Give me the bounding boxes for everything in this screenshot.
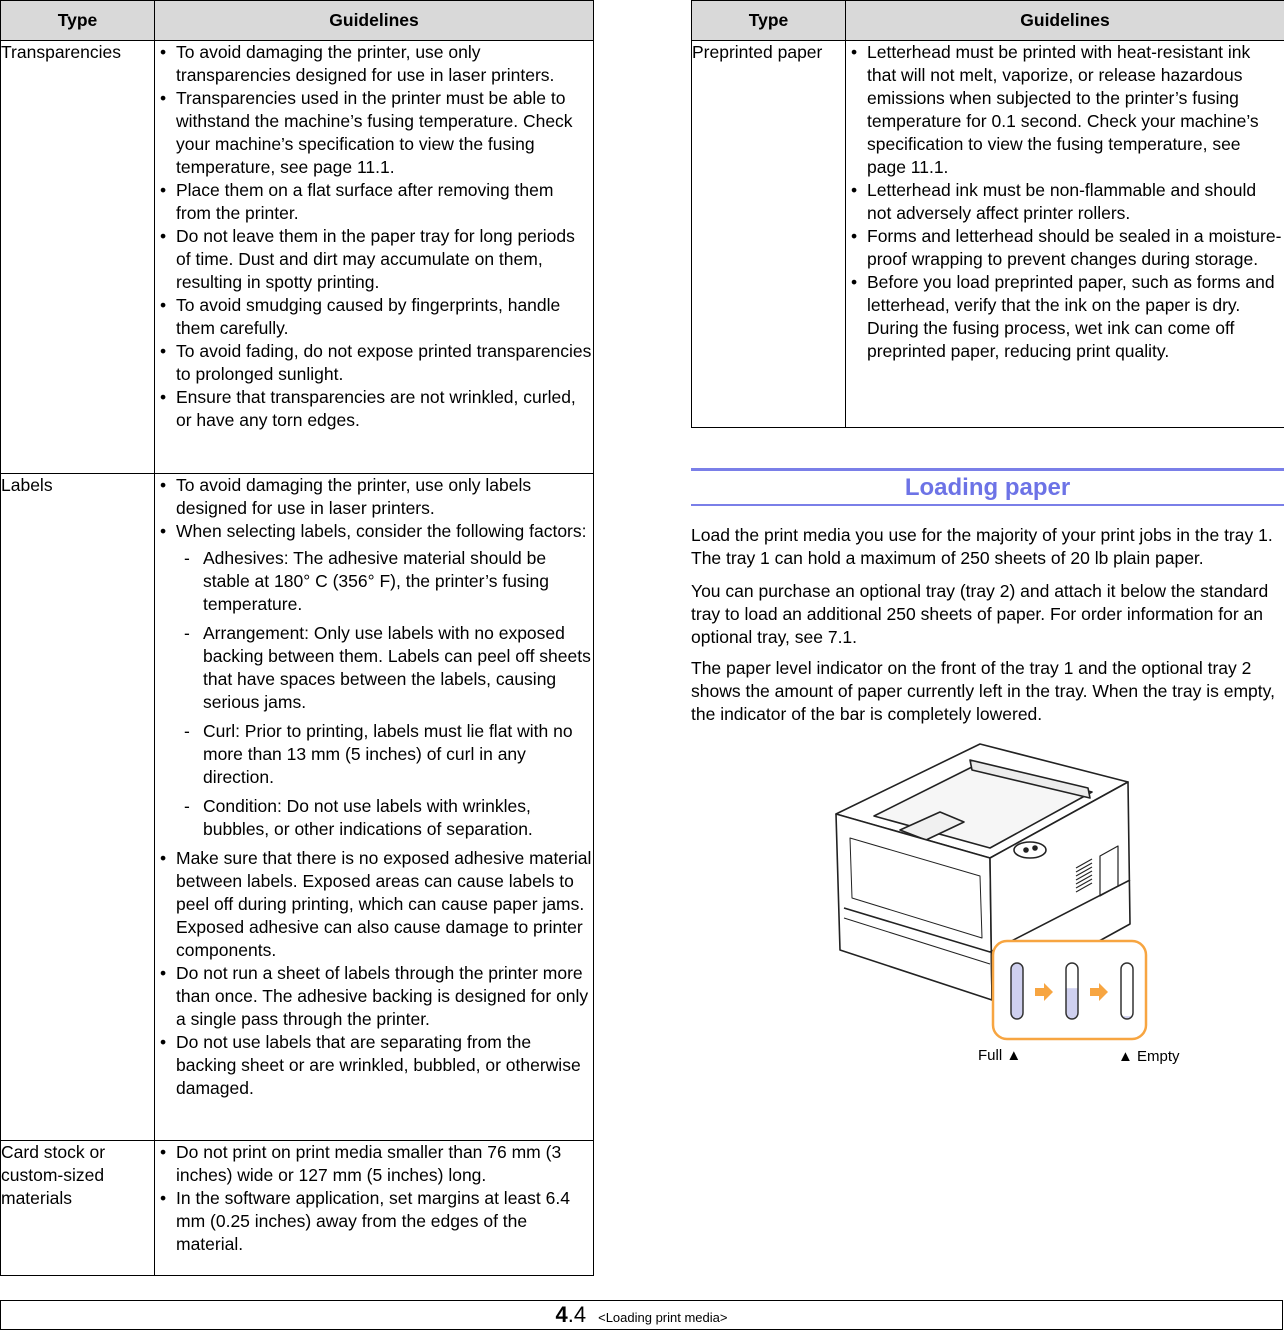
page-number: .4	[568, 1302, 586, 1327]
list-item: • Before you load preprinted paper, such as forms and letterhead, verify that the ink on the paper is dry. During the fusing process, wet ink can come off preprinted paper, reducing print quality.	[846, 271, 1284, 363]
gauge-fill	[1066, 988, 1078, 1019]
list-item: • To avoid fading, do not expose printed transparencies to prolonged sunlight.	[155, 340, 593, 386]
list-item: • Do not print on print media smaller than 76 mm (3 inches) wide or 127 mm (5 inches) long.	[155, 1141, 593, 1187]
column-header-type: Type	[692, 1, 846, 41]
paragraph: The paper level indicator on the front of the tray 1 and the optional tray 2 shows the amount of paper currently left in the tray. When the tray is empty, the indicator of the bar is completely lowered.	[691, 657, 1284, 726]
paragraph: Load the print media you use for the majority of your print jobs in the tray 1. The tray 1 can hold a maximum of 250 sheets of 20 lb plain paper.	[691, 524, 1284, 570]
footer-caption: <Loading print media>	[598, 1310, 727, 1325]
list-item: • Ensure that transparencies are not wrinkled, curled, or have any torn edges.	[155, 386, 593, 432]
list-item: • Do not use labels that are separating from the backing sheet or are wrinkled, bubbled, or otherwise damaged.	[155, 1031, 593, 1100]
list-item	[155, 520, 593, 841]
paragraph: You can purchase an optional tray (tray 2) and attach it below the standard tray to load an additional 250 sheets of paper. For order information for an optional tray, see 7.1.	[691, 580, 1284, 649]
list-item: • Transparencies used in the printer must be able to withstand the machine’s fusing temperature. Check your machine’s specification to view the fusing temperature, see page 11.1.	[155, 87, 593, 179]
sub-list-item: - Curl: Prior to printing, labels must lie flat with no more than 13 mm (5 inches) of curl in any direction.	[176, 720, 593, 789]
guidelines-cell	[155, 474, 594, 1141]
full-label: Full ▲	[978, 1047, 1021, 1064]
list-item: • Place them on a flat surface after removing them from the printer.	[155, 179, 593, 225]
table-row	[1, 474, 594, 1141]
right-guidelines-table	[691, 0, 1284, 428]
column-header-guidelines: Guidelines	[846, 1, 1284, 41]
chapter-number: 4	[556, 1302, 568, 1327]
table-row	[692, 41, 1284, 428]
section-title: Loading paper	[691, 468, 1284, 506]
sub-list-item: - Condition: Do not use labels with wrinkles, bubbles, or other indications of separation.	[176, 795, 593, 841]
guidelines-cell	[846, 41, 1284, 428]
sub-list-item: - Arrangement: Only use labels with no exposed backing between them. Labels can peel off sheets that have spaces between the labels, causing serious jams.	[176, 622, 593, 714]
column-header-guidelines: Guidelines	[155, 1, 594, 41]
list-item: • Forms and letterhead should be sealed in a moisture-proof wrapping to prevent changes during storage.	[846, 225, 1284, 271]
column-header-type: Type	[1, 1, 155, 41]
list-item: • To avoid damaging the printer, use only transparencies designed for use in laser printers.	[155, 41, 593, 87]
type-cell: Labels	[1, 474, 155, 1141]
table-row	[1, 1141, 594, 1276]
list-item: • Make sure that there is no exposed adhesive material between labels. Exposed areas can cause labels to peel off during printing, which can cause paper jams. Exposed adhesive can also cause damage to printer components.	[155, 847, 593, 962]
list-item: • To avoid smudging caused by fingerprints, handle them carefully.	[155, 294, 593, 340]
type-cell: Preprinted paper	[692, 41, 846, 428]
table-row	[1, 41, 594, 474]
guidelines-cell	[155, 41, 594, 474]
gauge-fill	[1011, 963, 1023, 1019]
guidelines-cell	[155, 1141, 594, 1276]
page-footer	[0, 1300, 1283, 1330]
sub-list-item: - Adhesives: The adhesive material should be stable at 180° C (356° F), the printer’s fusing temperature.	[176, 547, 593, 616]
list-item: • Do not leave them in the paper tray for long periods of time. Dust and dirt may accumulate on them, resulting in spotty printing.	[155, 225, 593, 294]
list-item: • Letterhead must be printed with heat-resistant ink that will not melt, vaporize, or release hazardous emissions when subjected to the printer’s fusing temperature for 0.1 second. Check your machine’s specification to view the fusing temperature, see page 11.1.	[846, 41, 1284, 179]
printer-paper-level-illustration	[830, 738, 1200, 1073]
list-item: • To avoid damaging the printer, use only labels designed for use in laser printers.	[155, 474, 593, 520]
list-item: • In the software application, set margins at least 6.4 mm (0.25 inches) away from the edges of the material.	[155, 1187, 593, 1256]
list-item: • Do not run a sheet of labels through the printer more than once. The adhesive backing is designed for only a single pass through the printer.	[155, 962, 593, 1031]
list-item: • Letterhead ink must be non-flammable and should not adversely affect printer rollers.	[846, 179, 1284, 225]
type-cell: Transparencies	[1, 41, 155, 474]
empty-label: ▲ Empty	[1118, 1048, 1180, 1065]
left-guidelines-table	[0, 0, 594, 1276]
list-item-text: When selecting labels, consider the following factors:	[176, 521, 587, 541]
type-cell: Card stock or custom-sized materials	[1, 1141, 155, 1276]
